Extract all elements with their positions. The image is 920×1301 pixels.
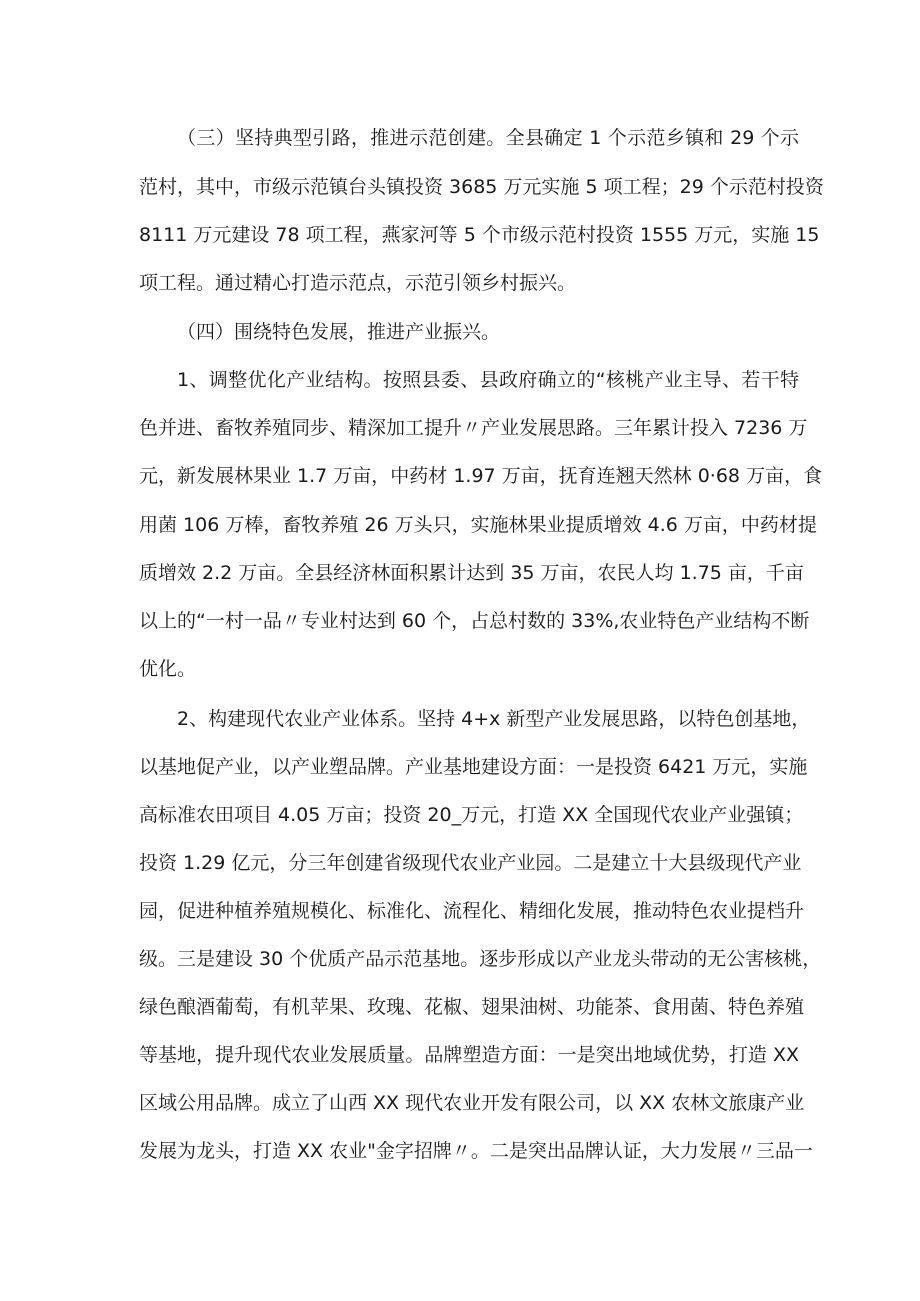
paragraph-line: 区域公用品牌。成立了山西 XX 现代农业开发有限公司，以 XX 农林文旅康产业 (139, 1092, 805, 1114)
paragraph-line: 范村，其中，市级示范镇台头镇投资 3685 万元实施 5 项工程；29 个示范村投资 (139, 176, 824, 198)
paragraph-line: 2、构建现代农业产业体系。坚持 4+x 新型产业发展思路，以特色创基地， (177, 708, 811, 730)
paragraph-line: 投资 1.29 亿元，分三年创建省级现代农业产业园。二是建立十大县级现代产业 (139, 852, 802, 874)
paragraph-line: 优化。 (139, 658, 197, 680)
paragraph-line: 8111 万元建设 78 项工程，燕家河等 5 个市级示范村投资 1555 万元，实施 15 (139, 224, 820, 246)
paragraph-line: 色并进、畜牧养殖同步、精深加工提升〃产业发展思路。三年累计投入 7236 万 (139, 417, 808, 439)
paragraph-line: 质增效 2.2 万亩。全县经济林面积累计达到 35 万亩，农民人均 1.75 亩，千亩 (139, 562, 804, 584)
paragraph-line: 项工程。通过精心打造示范点，示范引领乡村振兴。 (139, 272, 577, 294)
paragraph-line: 绿色酿酒葡萄，有机苹果、玫瑰、花椒、翅果油树、功能茶、食用菌、特色养殖 (139, 996, 805, 1018)
paragraph-line: （三）坚持典型引路，推进示范创建。全县确定 1 个示范乡镇和 29 个示 (177, 127, 799, 149)
paragraph-line: 元，新发展林果业 1.7 万亩，中药材 1.97 万亩，抚育连翘天然林 0·68 万亩，食 (139, 465, 823, 487)
paragraph-line: 高标准农田项目 4.05 万亩；投资 20_万元，打造 XX 全国现代农业产业强镇； (139, 804, 804, 826)
paragraph-line: 发展为龙头，打造 XX 农业"金字招牌〃。二是突出品牌认证，大力发展〃三品一 (139, 1140, 813, 1162)
paragraph-line: 园，促进种植养殖规模化、标准化、流程化、精细化发展，推动特色农业提档升 (139, 900, 805, 922)
section-heading: （四）围绕特色发展，推进产业振兴。 (177, 321, 501, 343)
paragraph-line: 以基地促产业，以产业塑品牌。产业基地建设方面：一是投资 6421 万元，实施 (139, 756, 808, 778)
paragraph-line: 以上的“一村一品〃专业村达到 60 个，占总村数的 33%,农业特色产业结构不断 (139, 610, 810, 632)
paragraph-line: 等基地，提升现代农业发展质量。品牌塑造方面：一是突出地域优势，打造 XX (139, 1044, 799, 1066)
paragraph-line: 级。三是建设 30 个优质产品示范基地。逐步形成以产业龙头带动的无公害核桃， (139, 948, 822, 970)
paragraph-line: 用菌 106 万棒，畜牧养殖 26 万头只，实施林果业提质增效 4.6 万亩，中药材提 (139, 514, 817, 536)
paragraph-line: 1、调整优化产业结构。按照县委、县政府确立的“核桃产业主导、若干特 (177, 369, 799, 391)
